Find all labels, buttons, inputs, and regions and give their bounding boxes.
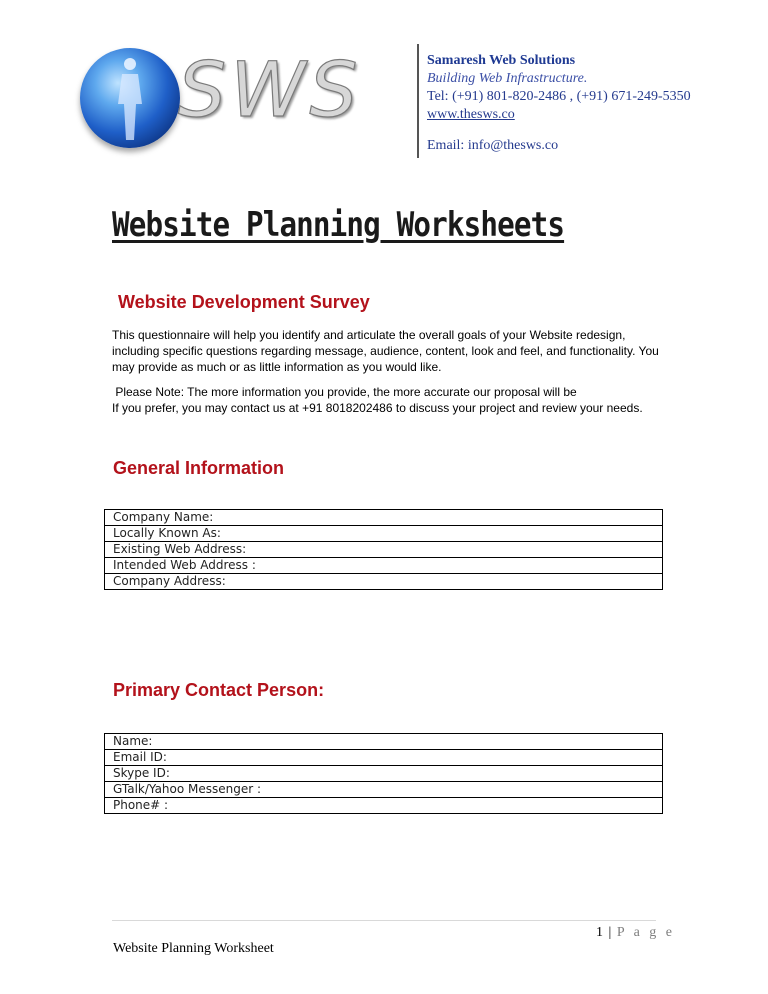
company-website-link[interactable]: www.thesws.co bbox=[427, 107, 515, 122]
messenger-field[interactable]: GTalk/Yahoo Messenger : bbox=[105, 782, 663, 798]
table-row[interactable] bbox=[105, 558, 663, 574]
survey-note bbox=[112, 384, 672, 416]
email-id-field[interactable]: Email ID: bbox=[105, 750, 663, 766]
page-number-separator: | bbox=[608, 925, 613, 940]
table-row[interactable] bbox=[105, 734, 663, 750]
locally-known-as-field[interactable]: Locally Known As: bbox=[105, 526, 663, 542]
footer-doc-title: Website Planning Worksheet bbox=[113, 941, 274, 956]
company-address-field[interactable]: Company Address: bbox=[105, 574, 663, 590]
page-label: P a g e bbox=[616, 925, 676, 940]
general-info-table bbox=[104, 509, 663, 590]
phone-field[interactable]: Phone# : bbox=[105, 798, 663, 814]
company-tagline: Building Web Infrastructure. bbox=[427, 71, 588, 86]
table-row[interactable] bbox=[105, 526, 663, 542]
footer-divider bbox=[112, 920, 656, 921]
contact-name-field[interactable]: Name: bbox=[105, 734, 663, 750]
page-number-value: 1 bbox=[596, 925, 604, 940]
primary-contact-heading: Primary Contact Person: bbox=[113, 680, 325, 700]
general-info-heading: General Information bbox=[113, 458, 285, 478]
primary-contact-table bbox=[104, 733, 663, 814]
company-info bbox=[427, 52, 691, 155]
header-divider bbox=[417, 44, 419, 158]
company-tel: Tel: (+91) 801-820-2486 , (+91) 671-249-5350 bbox=[427, 89, 691, 104]
table-row[interactable] bbox=[105, 510, 663, 526]
existing-web-address-field[interactable]: Existing Web Address: bbox=[105, 542, 663, 558]
company-email[interactable]: Email: info@thesws.co bbox=[427, 138, 559, 153]
survey-heading: Website Development Survey bbox=[118, 292, 370, 312]
survey-intro-paragraph: This questionnaire will help you identify and articulate the overall goals of your Website redesign, including specific questions regarding message, audience, content, look and feel, and functionality. You may provide as much or as little information as you would like. bbox=[112, 328, 659, 374]
table-row[interactable] bbox=[105, 574, 663, 590]
survey-note-line2: If you prefer, you may contact us at +91 8018202486 to discuss your project and review your needs. bbox=[112, 401, 643, 415]
table-row[interactable] bbox=[105, 750, 663, 766]
logo-figure-icon bbox=[112, 54, 148, 144]
survey-note-line1: Please Note: The more information you provide, the more accurate our proposal will be bbox=[112, 385, 577, 399]
company-name-field[interactable]: Company Name: bbox=[105, 510, 663, 526]
table-row[interactable] bbox=[105, 542, 663, 558]
page-number bbox=[596, 925, 675, 941]
logo-text: SWS bbox=[178, 45, 362, 134]
skype-id-field[interactable]: Skype ID: bbox=[105, 766, 663, 782]
table-row[interactable] bbox=[105, 766, 663, 782]
company-name: Samaresh Web Solutions bbox=[427, 53, 576, 68]
table-row[interactable] bbox=[105, 782, 663, 798]
table-row[interactable] bbox=[105, 798, 663, 814]
intended-web-address-field[interactable]: Intended Web Address : bbox=[105, 558, 663, 574]
page-title: Website Planning Worksheets bbox=[112, 205, 565, 245]
